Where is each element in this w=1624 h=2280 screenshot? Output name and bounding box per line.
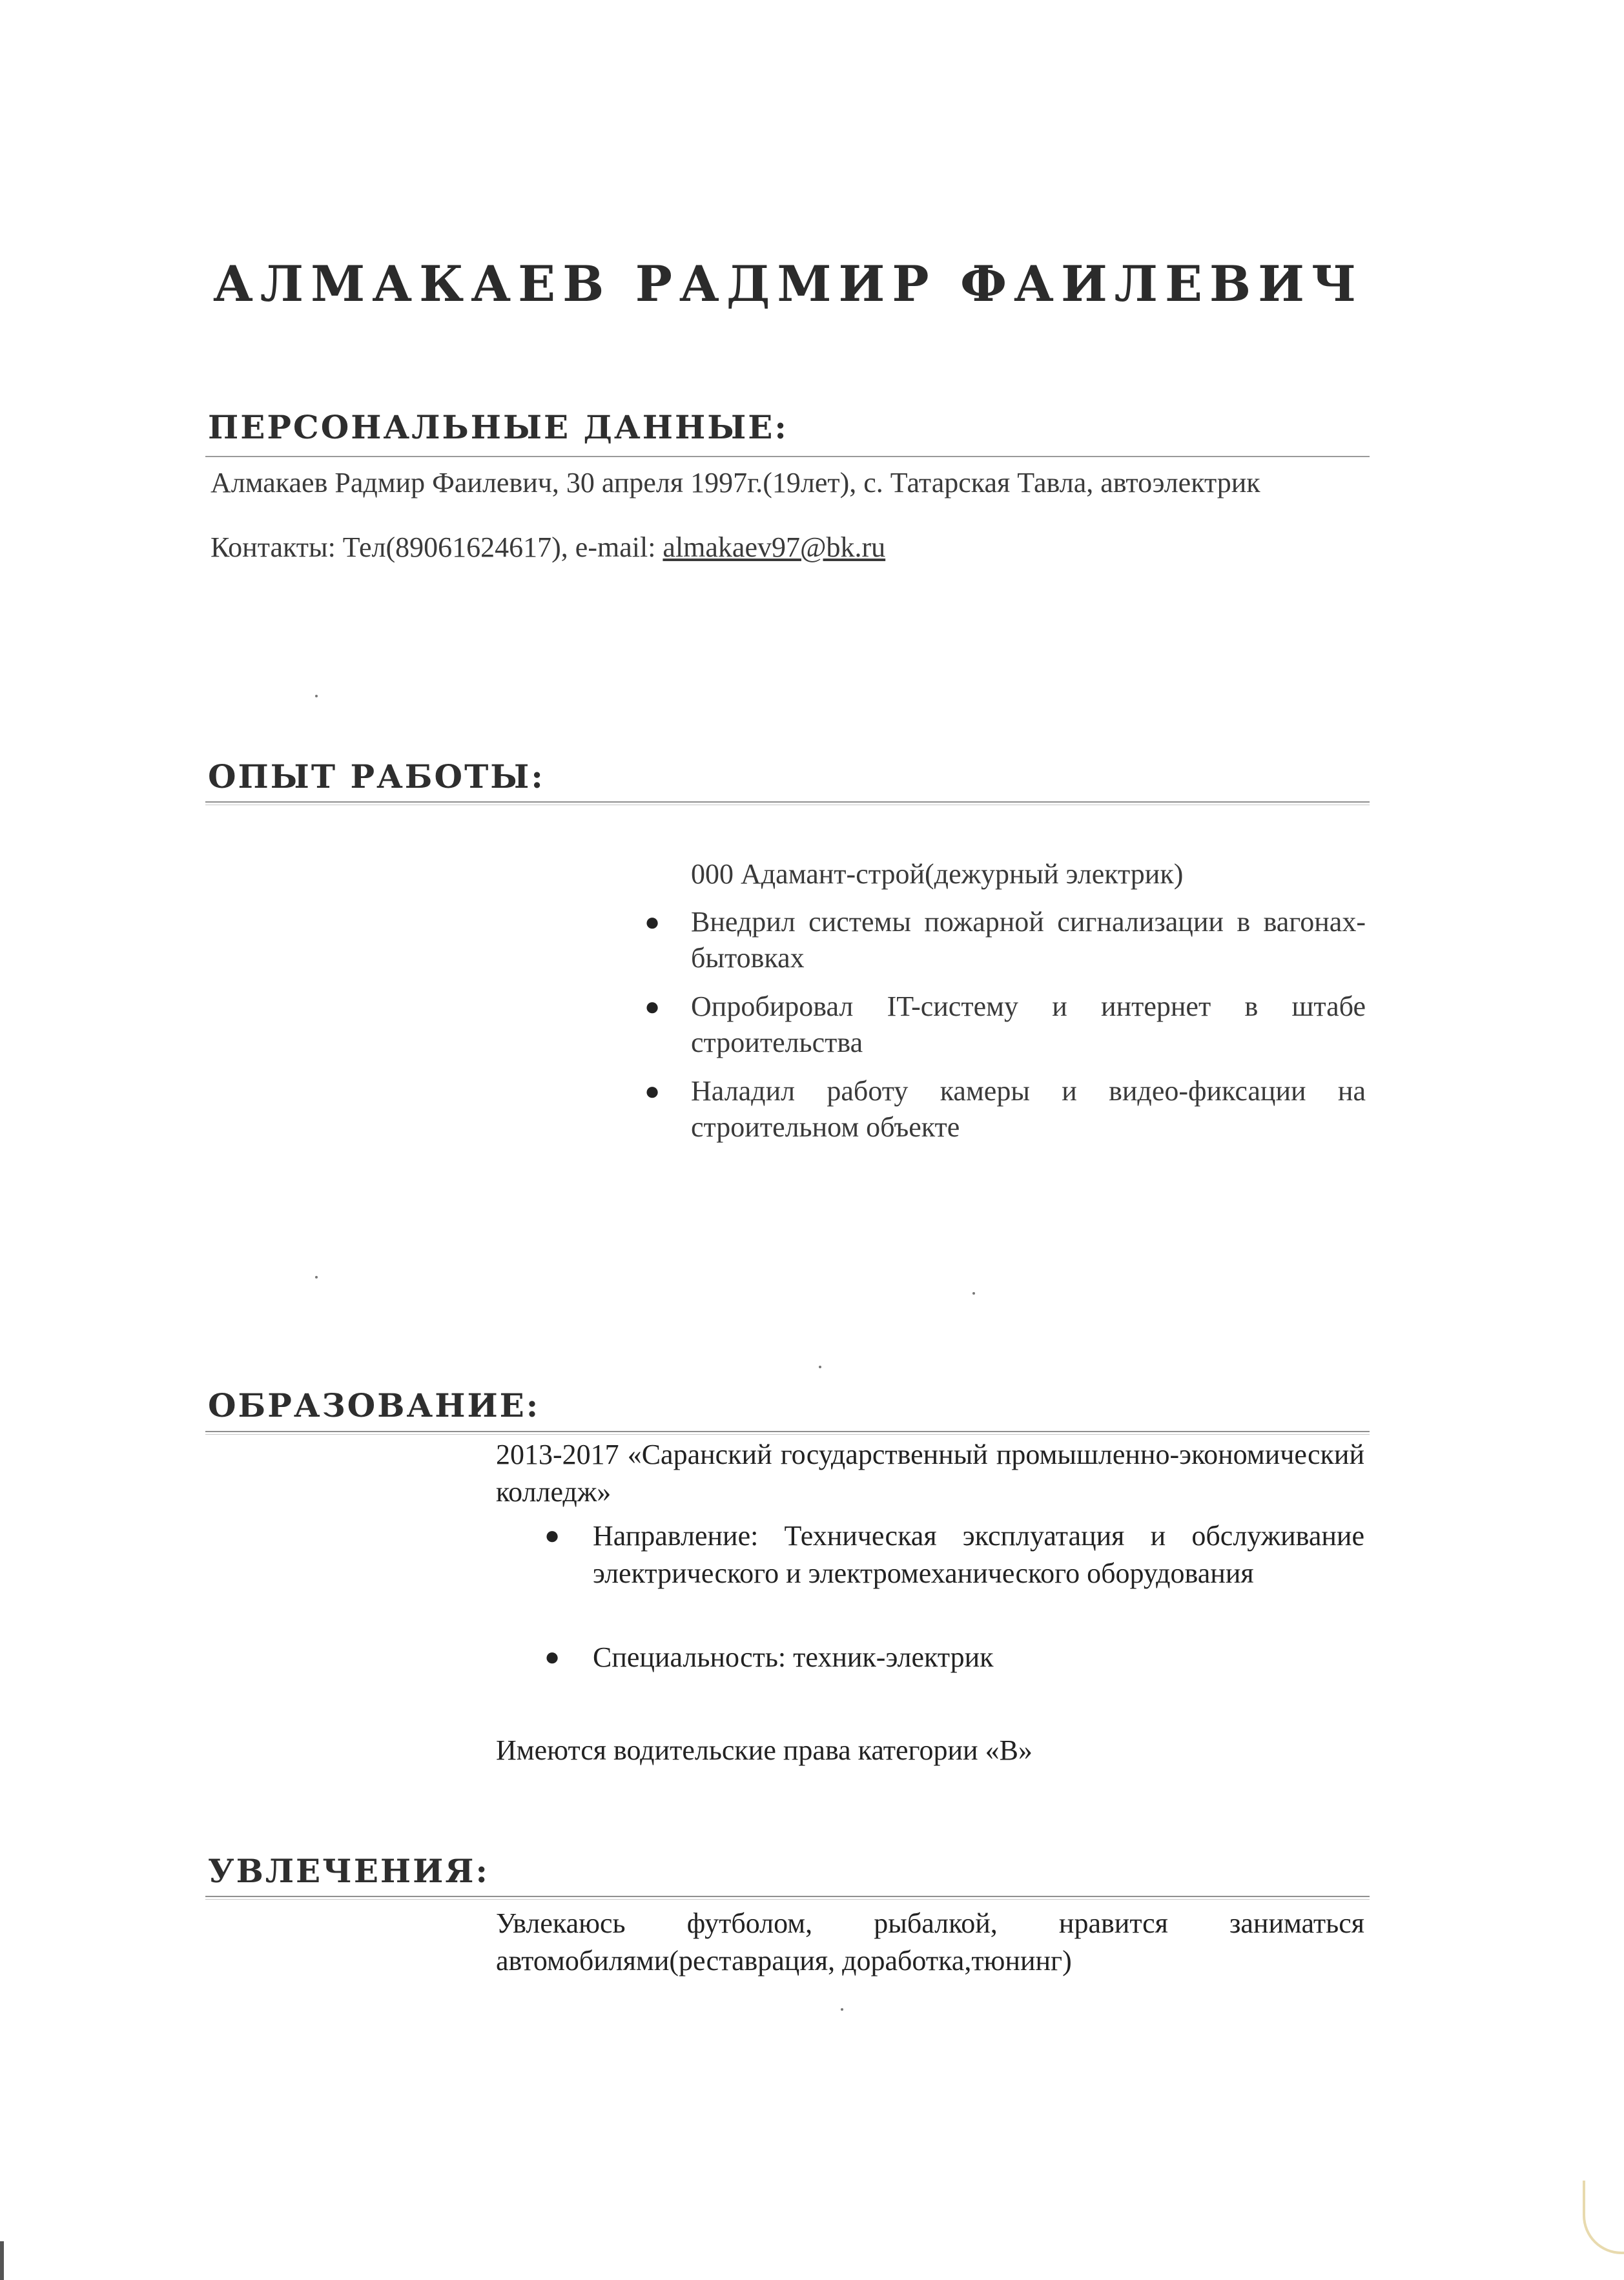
experience-divider: [205, 801, 1370, 805]
experience-item: Наладил работу камеры и видео-фиксации на строительном объекте: [691, 1075, 1366, 1143]
experience-heading: ОПЫТ РАБОТЫ:: [208, 757, 545, 796]
scan-speck: [972, 1292, 975, 1295]
page-title: АЛМАКАЕВ РАДМИР ФАИЛЕВИЧ: [213, 255, 1364, 313]
email-link[interactable]: almakaev97@bk.ru: [663, 531, 886, 563]
experience-item: Опробировал IT-систему и интернет в штабе строительства: [691, 991, 1366, 1058]
bullet-icon: ●: [644, 1076, 661, 1105]
education-heading: ОБРАЗОВАНИЕ:: [208, 1386, 540, 1424]
scan-corner-mark: [1583, 2181, 1624, 2254]
bullet-icon: ●: [544, 1521, 560, 1550]
bullet-icon: ●: [544, 1642, 560, 1671]
driver-license-line: Имеются водительские права категории «В»: [496, 1734, 1033, 1766]
bullet-icon: ●: [644, 992, 661, 1021]
experience-item: Внедрил системы пожарной сигнализации в вагонах-бытовках: [691, 906, 1366, 974]
personal-data-divider: [205, 456, 1370, 457]
hobbies-heading: УВЛЕЧЕНИЯ:: [208, 1852, 489, 1890]
contacts-line: [211, 531, 885, 564]
scan-speck: [315, 1276, 318, 1279]
education-item: Направление: Техническая эксплуатация и обслуживание электрического и электромеханического оборудования: [593, 1520, 1364, 1589]
personal-details: Алмакаев Радмир Фаилевич, 30 апреля 1997г.(19лет), с. Татарская Тавла, автоэлектрик: [211, 467, 1260, 498]
institution-line: 2013-2017 «Саранский государственный промышленно-экономический колледж»: [496, 1439, 1364, 1508]
bullet-icon: ●: [644, 907, 661, 936]
education-item: Специальность: техник-электрик: [593, 1641, 994, 1673]
contacts-label: Контакты: Тел(89061624617), e-mail:: [211, 531, 663, 563]
scan-speck: [819, 1366, 821, 1368]
scan-speck: [841, 2008, 843, 2011]
scan-edge-mark: [0, 2241, 4, 2280]
hobbies-divider: [205, 1896, 1370, 1900]
hobbies-text: Увлекаюсь футболом, рыбалкой, нравится заниматься автомобилями(реставрация, доработка,тюнинг): [496, 1907, 1364, 1977]
education-divider: [205, 1431, 1370, 1435]
personal-data-heading: ПЕРСОНАЛЬНЫЕ ДАННЫЕ:: [208, 408, 788, 446]
company-line: 000 Адамант-строй(дежурный электрик): [691, 858, 1184, 890]
scan-speck: [315, 695, 318, 697]
